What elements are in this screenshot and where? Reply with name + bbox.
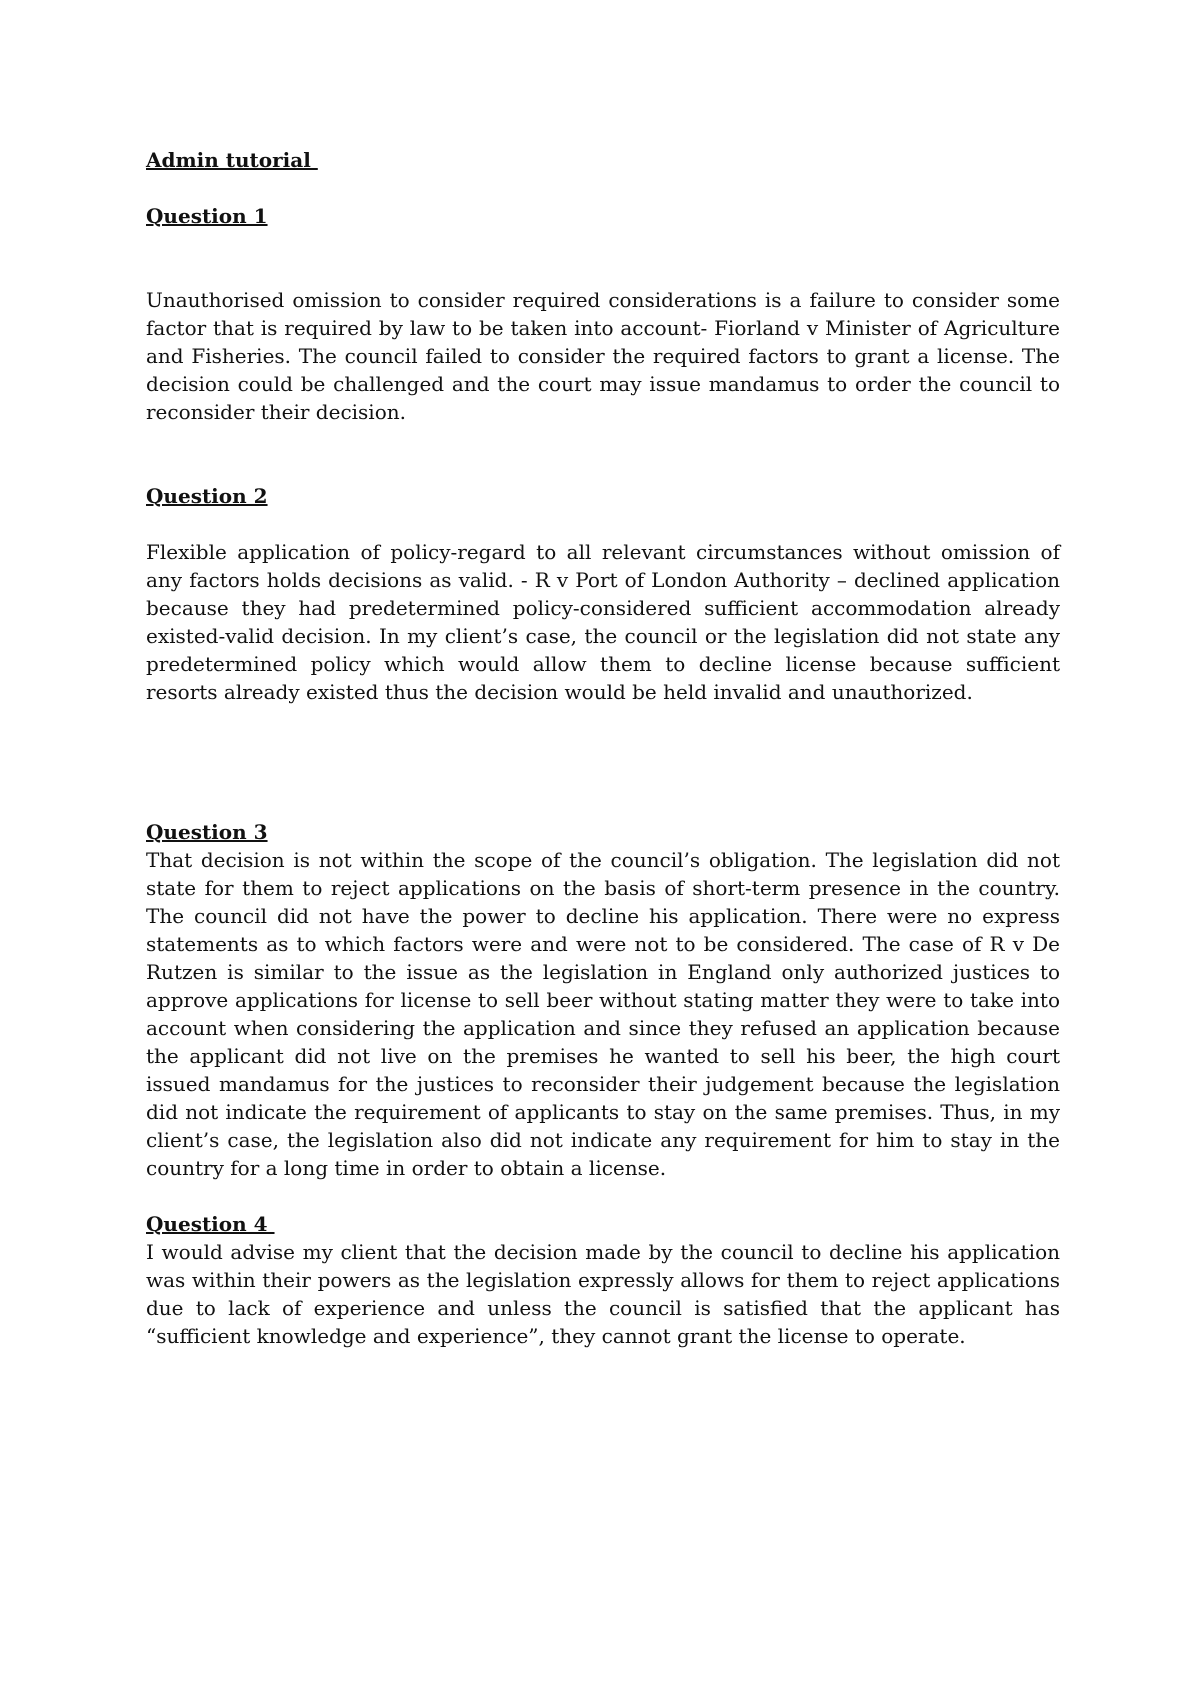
question-3-heading: Question 3 — [146, 820, 268, 844]
document-title: Admin tutorial — [146, 148, 318, 172]
question-1-heading: Question 1 — [146, 204, 268, 228]
question-2-heading: Question 2 — [146, 484, 268, 508]
question-2-answer: Flexible application of policy-regard to all relevant circumstances without omission of any factors holds decisions as valid. - R v Port of London Authority – declined application because they had predetermined policy-considered sufficient accommodation already existed-valid decision. In my client’s case, the council or the legislation did not state any predetermined policy which would allow them to decline license because sufficient resorts already existed thus the decision would be held invalid and unauthorized. — [146, 540, 1060, 704]
question-4-answer: I would advise my client that the decision made by the council to decline his application was within their powers as the legislation expressly allows for them to reject applications due to lack of experience and unless the council is satisfied that the applicant has “sufficient knowledge and experience”, they cannot grant the license to operate. — [146, 1240, 1060, 1348]
question-3-answer: That decision is not within the scope of the council’s obligation. The legislation did not state for them to reject applications on the basis of short-term presence in the country. The council did not have the power to decline his application. There were no express statements as to which factors were and were not to be considered. The case of R v De Rutzen is similar to the issue as the legislation in England only authorized justices to approve applications for license to sell beer without stating matter they were to take into account when considering the application and since they refused an application because the applicant did not live on the premises he wanted to sell his beer, the high court issued mandamus for the justices to reconsider their judgement because the legislation did not indicate the requirement of applicants to stay on the same premises. Thus, in my client’s case, the legislation also did not indicate any requirement for him to stay in the country for a long time in order to obtain a license. — [146, 848, 1060, 1180]
question-4-heading: Question 4 — [146, 1212, 275, 1236]
question-1-answer: Unauthorised omission to consider required considerations is a failure to consider some factor that is required by law to be taken into account- Fiorland v Minister of Agriculture and Fisheries. The council failed to consider the required factors to grant a license. The decision could be challenged and the court may issue mandamus to order the council to reconsider their decision. — [146, 288, 1060, 424]
document-content — [146, 146, 1060, 1350]
